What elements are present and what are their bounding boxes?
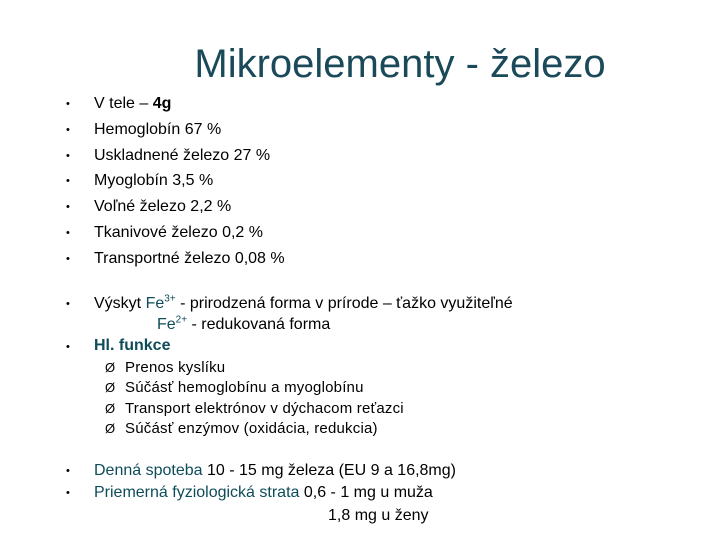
intake-line xyxy=(94,461,456,481)
bullet-icon: • xyxy=(66,487,70,499)
function-item xyxy=(105,419,378,439)
arrow-icon: Ø xyxy=(105,401,116,416)
list-item-text: V tele – xyxy=(94,95,153,112)
arrow-icon: Ø xyxy=(105,421,116,436)
function-item xyxy=(105,378,364,398)
occurrence-line xyxy=(94,294,513,314)
functions-heading: Hl. funkce xyxy=(94,337,171,354)
list-item: Uskladnené železo 27 % xyxy=(94,147,271,164)
list-item: Myoglobín 3,5 % xyxy=(94,172,214,189)
bullet-icon: • xyxy=(66,298,70,310)
bullet-icon: • xyxy=(66,124,70,136)
bullet-icon: • xyxy=(66,175,70,187)
fe3-charge: 3+ xyxy=(164,293,176,305)
fe2-description: - redukovaná forma xyxy=(187,316,331,333)
bullet-icon: • xyxy=(66,253,70,265)
bullet-icon: • xyxy=(66,227,70,239)
bullet-icon: • xyxy=(66,150,70,162)
function-text: Prenos kyslíku xyxy=(125,359,226,376)
bullet-icon: • xyxy=(66,98,70,110)
function-text: Transport elektrónov v dýchacom reťazci xyxy=(125,400,404,417)
intake-label: Denná spoteba xyxy=(94,462,203,479)
fe3-description: - prirodzená forma v prírode – ťažko využiteľné xyxy=(175,295,513,312)
function-item xyxy=(105,358,225,378)
loss-line xyxy=(94,483,433,503)
occurrence-label: Výskyt xyxy=(94,295,146,312)
loss-value-female: 1,8 mg u ženy xyxy=(328,507,429,524)
list-item: Tkanivové železo 0,2 % xyxy=(94,224,263,241)
list-item-bold-value: 4g xyxy=(152,95,172,112)
arrow-icon: Ø xyxy=(105,360,116,375)
function-text: Súčásť enzýmov (oxidácia, redukcia) xyxy=(125,420,378,437)
list-item xyxy=(94,94,171,114)
intake-value: 10 - 15 mg železa (EU 9 a 16,8mg) xyxy=(202,462,456,479)
arrow-icon: Ø xyxy=(105,380,116,395)
list-item: Voľné železo 2,2 % xyxy=(94,198,232,215)
fe2-charge: 2+ xyxy=(175,314,188,326)
list-item: Hemoglobín 67 % xyxy=(94,121,222,138)
loss-value-male: 0,6 - 1 mg u muža xyxy=(299,484,433,501)
function-text: Súčásť hemoglobínu a myoglobínu xyxy=(125,379,364,396)
fe2-symbol: Fe xyxy=(157,316,176,333)
bullet-icon: • xyxy=(66,201,70,213)
fe3-symbol: Fe xyxy=(145,295,165,312)
list-item: Transportné železo 0,08 % xyxy=(94,250,285,267)
slide-title: Mikroelementy - železo xyxy=(194,42,606,86)
bullet-icon: • xyxy=(66,341,70,353)
function-item xyxy=(105,399,404,419)
bullet-icon: • xyxy=(66,465,70,477)
occurrence-line-2 xyxy=(157,315,330,335)
loss-label: Priemerná fyziologická strata xyxy=(94,484,300,501)
